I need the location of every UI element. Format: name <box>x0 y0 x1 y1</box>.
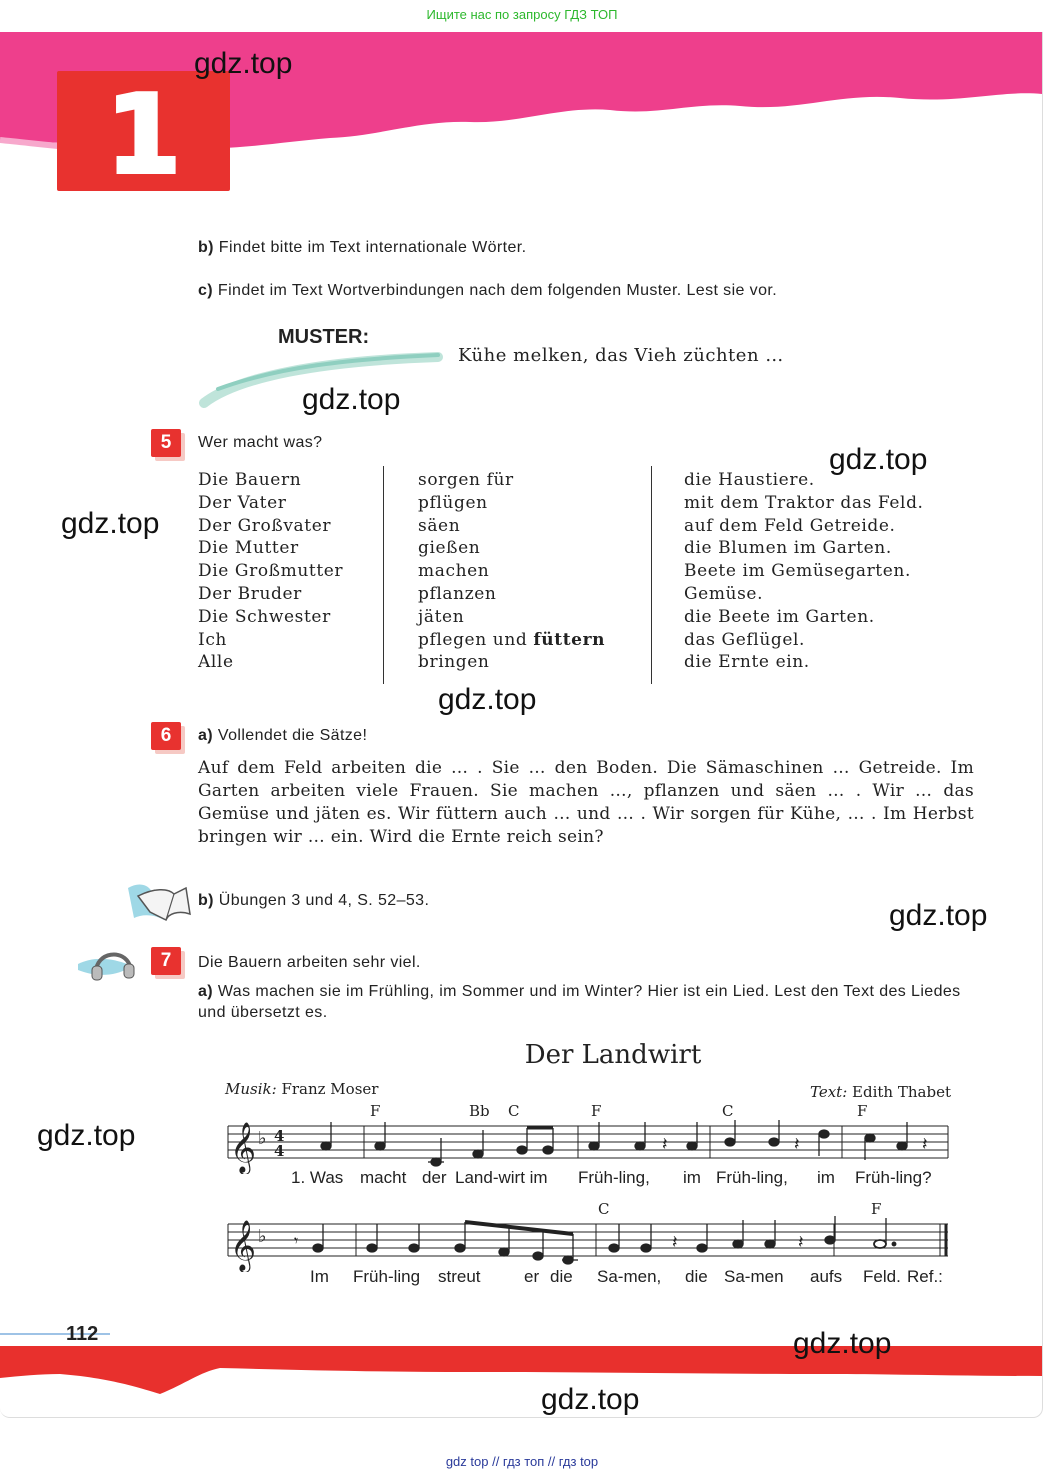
svg-text:𝄽: 𝄽 <box>672 1232 678 1253</box>
watermark: gdz.top <box>793 1327 892 1360</box>
watermark: gdz.top <box>829 443 928 476</box>
book-icon <box>124 878 194 928</box>
watermark: gdz.top <box>541 1383 640 1416</box>
exercise-7-number: 7 <box>151 947 181 975</box>
exercise-5-title: Wer macht was? <box>198 434 323 451</box>
svg-text:𝄽: 𝄽 <box>922 1134 928 1155</box>
ex5-subjects-column <box>198 469 343 674</box>
lyric: Im <box>310 1267 329 1286</box>
subject: Ich <box>198 629 227 650</box>
task-b-text: Findet bitte im Text internationale Wörter. <box>218 239 527 256</box>
lyric: Früh-ling, <box>578 1168 650 1187</box>
subject: Die Bauern <box>198 470 302 490</box>
watermark: gdz.top <box>37 1119 136 1152</box>
lyric: aufs <box>810 1267 843 1286</box>
ex5-verbs-column <box>418 469 605 674</box>
text-author: Edith Thabet <box>852 1083 951 1101</box>
object: die Blumen im Garten. <box>684 538 892 559</box>
object: Gemüse. <box>684 583 764 604</box>
ex7a-text: Was machen sie im Frühling, im Sommer und im Winter? Hier ist ein Lied. Lest den Text des Liedes und übersetzt es. <box>198 983 961 1021</box>
object: mit dem Traktor das Feld. <box>684 492 924 513</box>
exercise-6a <box>198 727 367 745</box>
lyric: der <box>422 1168 447 1187</box>
svg-text:𝄽: 𝄽 <box>662 1134 668 1155</box>
ex6a-label: a) <box>198 727 214 744</box>
svg-text:𝄞: 𝄞 <box>230 1220 257 1271</box>
task-c-text: Findet im Text Wortverbindungen nach dem folgenden Muster. Lest sie vor. <box>217 282 778 299</box>
lyric: streut <box>438 1267 481 1286</box>
svg-text:♭: ♭ <box>258 1226 267 1247</box>
task-c <box>198 282 777 300</box>
subject: Der Vater <box>198 492 287 513</box>
chapter-number: 1 <box>105 73 182 198</box>
page-number: 112 <box>66 1323 99 1345</box>
object: die Haustiere. <box>684 470 815 490</box>
exercise-6-number: 6 <box>151 722 181 750</box>
task-b-label: b) <box>198 239 214 256</box>
song-title: Der Landwirt <box>524 1040 702 1070</box>
lyric: Ref.: <box>907 1267 943 1286</box>
svg-text:4: 4 <box>274 1127 285 1145</box>
exercise-7-intro: Die Bauern arbeiten sehr viel. <box>198 954 421 971</box>
subject: Die Schwester <box>198 606 331 627</box>
lyric: im <box>683 1168 701 1187</box>
ex5-objects-column <box>684 469 924 674</box>
music-credit <box>225 1080 378 1098</box>
verb: pflügen <box>418 492 488 513</box>
column-divider <box>651 466 652 684</box>
verb: machen <box>418 561 490 582</box>
svg-text:4: 4 <box>274 1142 285 1160</box>
verb: jäten <box>418 606 465 627</box>
verb: sorgen für <box>418 470 514 490</box>
svg-text:𝄞: 𝄞 <box>230 1122 257 1173</box>
watermark: gdz.top <box>438 683 537 716</box>
task-b <box>198 239 526 257</box>
music-staff-1 <box>222 1118 952 1174</box>
verb-text: pflegen und <box>418 629 528 650</box>
exercise-6-paragraph: Auf dem Feld arbeiten die … . Sie … den Boden. Die Sämaschinen … Getreide. Im Garten arbeiten viele Frauen. Sie machen …, pflanzen und säen … . Wir … das Gemüse und jäten es. Wir füttern auch … und … . Wir sorgen für Kühe, … . Im Herbst bringen wir … ein. Wird die Ernte reich sein? <box>198 758 974 847</box>
chord: C <box>598 1200 610 1218</box>
chord: C <box>722 1102 734 1120</box>
ex6b-label: b) <box>198 892 214 909</box>
verb: pflanzen <box>418 583 497 604</box>
object: die Beete im Garten. <box>684 606 875 627</box>
music-author: Franz Moser <box>281 1080 379 1098</box>
object: Beete im Gemüsegarten. <box>684 561 911 582</box>
chord: F <box>871 1200 882 1218</box>
chord: F <box>857 1102 868 1120</box>
lyric: 1. Was <box>291 1168 344 1187</box>
muster-label: MUSTER: <box>278 326 370 348</box>
subject: Der Bruder <box>198 583 302 604</box>
verb: bringen <box>418 652 490 673</box>
exercise-6b <box>198 892 429 910</box>
watermark: gdz.top <box>61 507 160 540</box>
lyric: Sa-men, <box>597 1267 662 1286</box>
chord: F <box>370 1102 381 1120</box>
lyric: die <box>685 1267 708 1286</box>
subject: Der Großvater <box>198 515 332 536</box>
object: das Geflügel. <box>684 629 806 650</box>
watermark: gdz.top <box>194 47 293 80</box>
lyric: Früh-ling, <box>716 1168 788 1187</box>
subject: Die Mutter <box>198 538 299 559</box>
lyric: die <box>550 1267 573 1286</box>
svg-text:𝄽: 𝄽 <box>794 1134 800 1155</box>
verb-bold: füttern <box>533 629 606 650</box>
task-c-label: c) <box>198 282 214 299</box>
exercise-5-number: 5 <box>151 429 181 457</box>
svg-text:♭: ♭ <box>258 1128 267 1149</box>
music-label: Musik: <box>225 1080 277 1098</box>
chapter-badge <box>57 71 230 198</box>
text-credit <box>810 1083 951 1101</box>
lyric: Land-wirt im <box>455 1168 548 1187</box>
ex6b-text: Übungen 3 und 4, S. 52–53. <box>218 892 430 909</box>
svg-text:𝄽: 𝄽 <box>798 1232 804 1253</box>
bottom-links[interactable]: gdz top // гдз топ // гдз top <box>445 1454 599 1469</box>
chord: Bb <box>469 1102 490 1120</box>
ex7a-label: a) <box>198 983 214 1000</box>
verb: gießen <box>418 538 481 559</box>
column-divider <box>383 466 384 684</box>
lyric: Feld. <box>863 1267 901 1286</box>
lyric: Früh-ling <box>353 1267 421 1286</box>
exercise-7a <box>198 981 974 1023</box>
subject: Die Großmutter <box>198 561 344 582</box>
chord: F <box>591 1102 602 1120</box>
text-label: Text: <box>810 1083 848 1101</box>
lyric: Sa-men <box>724 1267 784 1286</box>
lyric: Früh-ling? <box>855 1168 932 1187</box>
watermark: gdz.top <box>889 899 988 932</box>
chord: C <box>508 1102 520 1120</box>
top-note[interactable]: Ищите нас по запросу ГДЗ ТОП <box>426 7 618 22</box>
ex6a-text: Vollendet die Sätze! <box>217 727 368 744</box>
muster-text: Kühe melken, das Vieh züchten … <box>458 345 784 366</box>
music-staff-2 <box>222 1216 952 1272</box>
subject: Alle <box>198 652 234 673</box>
lyric: macht <box>360 1168 407 1187</box>
lyric: im <box>817 1168 835 1187</box>
verb <box>418 629 605 652</box>
watermark: gdz.top <box>302 383 401 416</box>
object: die Ernte ein. <box>684 652 810 673</box>
svg-text:𝄾: 𝄾 <box>294 1231 299 1250</box>
headphones-icon <box>74 936 146 986</box>
object: auf dem Feld Getreide. <box>684 515 896 536</box>
lyric: er <box>524 1267 540 1286</box>
verb: säen <box>418 515 461 536</box>
